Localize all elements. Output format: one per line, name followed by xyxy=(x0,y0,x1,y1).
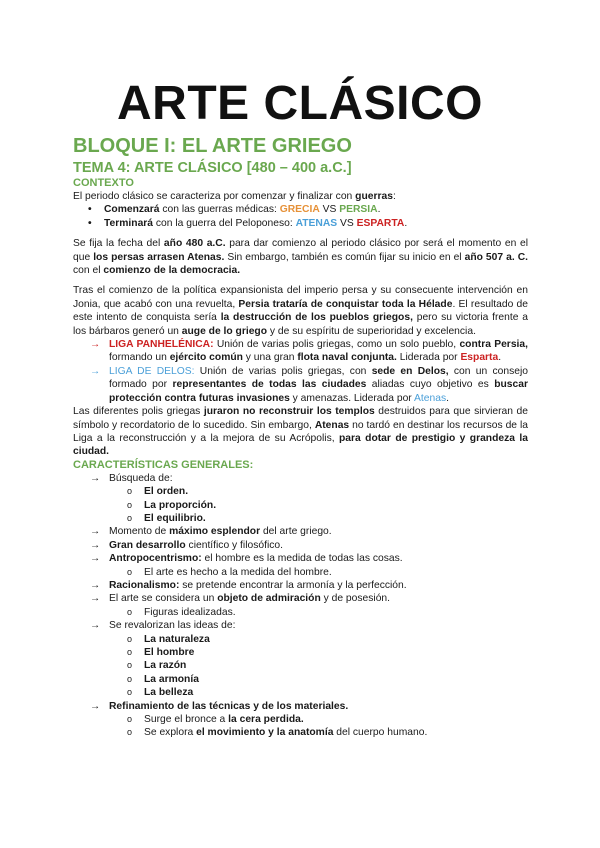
circle-bullet-icon: o xyxy=(127,566,133,577)
list-item: → Gran desarrollo científico y filosófico. xyxy=(90,539,283,551)
list-item: o Figuras idealizadas. xyxy=(127,606,236,618)
main-title: ARTE CLÁSICO xyxy=(117,77,483,130)
leagues-list xyxy=(73,338,528,405)
context-bullets xyxy=(73,203,528,230)
list-item: o La belleza xyxy=(127,687,194,699)
context-paragraph-persia: Tras el comienzo de la política expansionista del imperio persa y su consecuente intervención en Jonia, que acabó con una revuelta, Persia trataría de conquistar toda la Hélade. El resultado de este intento de conquista sería la destrucción de los pueblos griegos, pero su victoria frente a los bárbaros generó un auge de lo griego y de su espíritu de superioridad y excelencia. xyxy=(73,285,528,337)
arrow-icon: → xyxy=(90,539,101,551)
list-item: o La naturaleza xyxy=(127,633,210,645)
list-item: • Terminará con la guerra del Peloponeso: ATENAS VS ESPARTA. xyxy=(88,217,408,229)
arrow-icon: → xyxy=(90,579,101,591)
characteristics-list xyxy=(73,472,528,740)
block-heading: BLOQUE I: EL ARTE GRIEGO xyxy=(73,135,352,157)
list-item: o La proporción. xyxy=(127,499,217,511)
list-item: o El equilibrio. xyxy=(127,512,206,524)
circle-bullet-icon: o xyxy=(127,660,133,671)
list-item: → Antropocentrismo: el hombre es la medida de todas las cosas. o El arte es hecho a la medida del hombre. xyxy=(90,552,528,579)
list-item: o La razón xyxy=(127,660,187,672)
list-item: → Momento de máximo esplendor del arte griego. xyxy=(90,526,332,538)
circle-bullet-icon: o xyxy=(127,647,133,657)
context-intro: El periodo clásico se caracteriza por comenzar y finalizar con guerras: xyxy=(73,191,396,202)
list-item: o La armonía xyxy=(127,673,199,685)
circle-bullet-icon: o xyxy=(127,606,133,617)
arrow-icon: → xyxy=(90,593,101,605)
list-item: • Comenzará con las guerras médicas: GRECIA VS PERSIA. xyxy=(88,204,381,216)
circle-bullet-icon: o xyxy=(127,673,133,684)
arrow-icon: → xyxy=(90,700,101,712)
list-item: → El arte se considera un objeto de admiración y de posesión. o Figuras idealizadas. xyxy=(90,592,528,619)
circle-bullet-icon: o xyxy=(127,714,133,725)
sub-list xyxy=(109,566,528,579)
list-item: → Refinamiento de las técnicas y de los materiales. o Surge el bronce a la cera perdida. o Se explora el movimiento y la anatomía del cuerpo humano. xyxy=(90,700,528,740)
characteristics-heading: CARACTERÍSTICAS GENERALES: xyxy=(73,458,254,471)
sub-list xyxy=(109,713,528,740)
list-item: → Búsqueda de: o El orden. o La proporción. o El equilibrio. xyxy=(90,472,528,526)
circle-bullet-icon: o xyxy=(127,727,133,738)
list-item: o El hombre xyxy=(127,647,195,658)
list-item: o El arte es hecho a la medida del hombre. xyxy=(127,566,332,578)
list-item: → Se revalorizan las ideas de: o La naturaleza o El hombre o La razón o La armonía o La belleza xyxy=(90,619,528,699)
list-item: o Surge el bronce a la cera perdida. xyxy=(127,714,304,726)
sub-list xyxy=(109,606,528,619)
circle-bullet-icon: o xyxy=(127,633,133,644)
arrow-icon: → xyxy=(90,339,101,351)
arrow-icon: → xyxy=(90,553,101,565)
circle-bullet-icon: o xyxy=(127,486,133,497)
bullet-icon: • xyxy=(88,204,92,216)
arrow-icon: → xyxy=(90,472,101,484)
content-block xyxy=(73,134,528,740)
bullet-icon: • xyxy=(88,217,92,229)
league-delos: → LIGA DE DELOS: Unión de varias polis griegas, con sede en Delos, con un consejo formado por representantes de todas las ciudades aliadas cuyo objetivo es buscar protección contra futuras invasiones y amenazas. Liderada por Atenas. xyxy=(90,365,528,404)
league-panhellenic: → LIGA PANHELÉNICA: Unión de varias polis griegas, como un solo pueblo, contra Persia, formando un ejército común y una gran flota naval conjunta. Liderada por Esparta. xyxy=(90,339,528,364)
sub-list xyxy=(109,633,528,700)
context-paragraph-dates: Se fija la fecha del año 480 a.C. para dar comienzo al periodo clásico por será el momento en el que los persas arrasen Atenas. Sin embargo, también es común fijar su inicio en el año 507 a. C. con el comienzo de la democracia. xyxy=(73,238,529,277)
arrow-icon: → xyxy=(90,365,101,377)
circle-bullet-icon: o xyxy=(127,687,133,698)
context-paragraph-temples: Las diferentes polis griegas juraron no reconstruir los templos destruidos para que sirvieran de símbolo y recordatorio de lo sucedido. Sin embargo, Atenas no tardó en destinar los recursos de la Liga a la reconstrucción y a la mejora de su Acrópolis, para dotar de prestigio y grandeza la ciudad. xyxy=(73,406,529,458)
arrow-icon: → xyxy=(90,526,101,538)
sub-list xyxy=(109,485,528,525)
circle-bullet-icon: o xyxy=(127,512,133,523)
list-item: o El orden. xyxy=(127,486,189,498)
circle-bullet-icon: o xyxy=(127,499,133,510)
list-item: → Racionalismo: se pretende encontrar la armonía y la perfección. xyxy=(90,579,407,591)
topic-heading: TEMA 4: ARTE CLÁSICO [480 – 400 a.C.] xyxy=(73,160,352,176)
list-item: o Se explora el movimiento y la anatomía del cuerpo humano. xyxy=(127,727,428,739)
context-heading: CONTEXTO xyxy=(73,177,134,189)
arrow-icon: → xyxy=(90,620,101,632)
